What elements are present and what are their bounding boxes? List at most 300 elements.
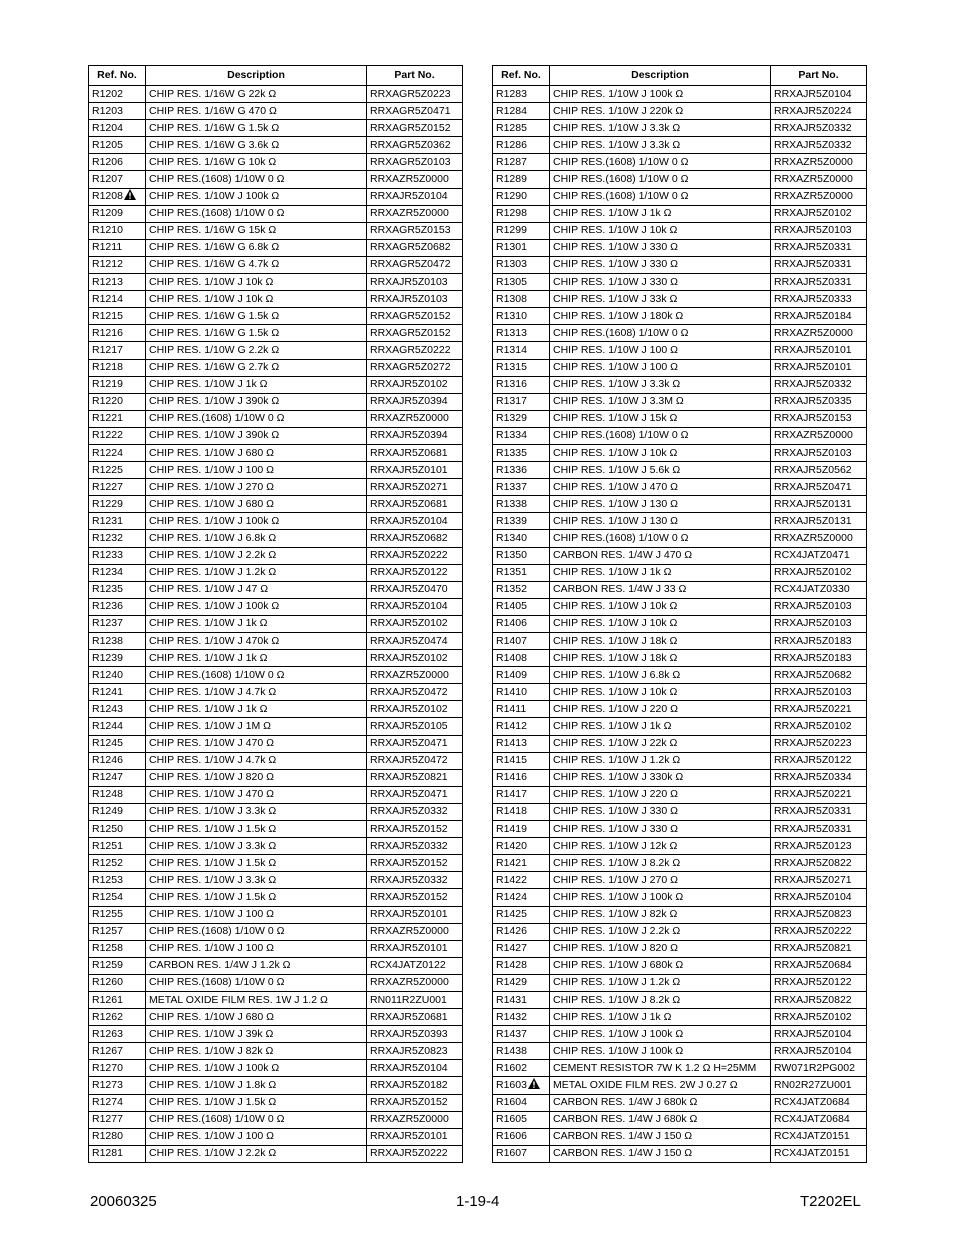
part-no-cell: RRXAGR5Z0152 <box>367 325 463 342</box>
table-row <box>89 154 463 171</box>
part-no-cell: RRXAJR5Z0471 <box>367 786 463 803</box>
ref-no: R1277 <box>92 1113 123 1126</box>
ref-no: R1316 <box>496 378 527 391</box>
description-cell: CHIP RES. 1/10W J 1k Ω <box>550 718 771 735</box>
ref-no: R1287 <box>496 155 527 168</box>
ref-no-cell <box>493 120 550 137</box>
ref-no-cell <box>493 1077 550 1094</box>
ref-no-cell <box>493 718 550 735</box>
ref-no-cell <box>493 513 550 530</box>
description-cell: CHIP RES. 1/10W J 10k Ω <box>550 222 771 239</box>
table-row <box>89 308 463 325</box>
table-row <box>493 786 867 803</box>
ref-no-cell <box>493 974 550 991</box>
table-row <box>493 444 867 461</box>
table-row <box>89 633 463 650</box>
table-row <box>89 444 463 461</box>
table-row <box>89 496 463 513</box>
table-row <box>89 1111 463 1128</box>
table-row <box>89 103 463 120</box>
ref-no-cell <box>89 547 146 564</box>
description-cell: CHIP RES. 1/10W J 330 Ω <box>550 803 771 820</box>
description-cell: CHIP RES. 1/10W J 390k Ω <box>146 427 367 444</box>
ref-no-cell <box>493 1111 550 1128</box>
part-no-cell: RRXAJR5Z0331 <box>771 239 867 256</box>
table-row <box>89 855 463 872</box>
description-cell: CHIP RES. 1/16W G 2.7k Ω <box>146 359 367 376</box>
description-cell: CHIP RES.(1608) 1/10W 0 Ω <box>550 154 771 171</box>
ref-no-cell <box>493 598 550 615</box>
part-no-cell: RCX4JATZ0684 <box>771 1094 867 1111</box>
table-row <box>89 923 463 940</box>
description-cell: CHIP RES. 1/10W J 100k Ω <box>550 1043 771 1060</box>
description-cell: CHIP RES. 1/10W J 82k Ω <box>550 906 771 923</box>
table-row <box>89 1009 463 1026</box>
table-row <box>493 547 867 564</box>
ref-no-cell <box>89 291 146 308</box>
description-cell: CHIP RES. 1/16W G 10k Ω <box>146 154 367 171</box>
ref-no-cell <box>493 991 550 1008</box>
table-row <box>493 615 867 632</box>
description-cell: CHIP RES. 1/10W J 820 Ω <box>550 940 771 957</box>
description-cell: CHIP RES. 1/10W J 2.2k Ω <box>146 547 367 564</box>
description-cell: CHIP RES. 1/10W J 270 Ω <box>146 479 367 496</box>
description-cell: CHIP RES. 1/10W J 1k Ω <box>550 1009 771 1026</box>
part-no-cell: RRXAGR5Z0152 <box>367 308 463 325</box>
table-row <box>89 427 463 444</box>
ref-no-cell <box>493 239 550 256</box>
part-no-cell: RRXAJR5Z0122 <box>771 974 867 991</box>
description-cell: CHIP RES.(1608) 1/10W 0 Ω <box>146 974 367 991</box>
table-row <box>493 86 867 103</box>
part-no-cell: RRXAZR5Z0000 <box>367 171 463 188</box>
ref-no-cell <box>493 410 550 427</box>
part-no-cell: RRXAJR5Z0104 <box>367 1060 463 1077</box>
ref-no-cell <box>89 1094 146 1111</box>
ref-no-cell <box>89 1145 146 1162</box>
description-cell: CHIP RES. 1/10W J 470 Ω <box>146 735 367 752</box>
ref-no-cell <box>493 308 550 325</box>
table-row <box>89 222 463 239</box>
ref-no-cell <box>89 462 146 479</box>
part-no-cell: RRXAGR5Z0153 <box>367 222 463 239</box>
description-cell: CHIP RES. 1/10W J 1.5k Ω <box>146 889 367 906</box>
table-row <box>493 462 867 479</box>
part-no-cell: RRXAGR5Z0682 <box>367 239 463 256</box>
part-no-cell: RRXAGR5Z0472 <box>367 256 463 273</box>
part-no-cell: RRXAJR5Z0271 <box>771 872 867 889</box>
description-cell: CHIP RES. 1/16W G 1.5k Ω <box>146 325 367 342</box>
ref-no-cell <box>493 701 550 718</box>
ref-no-cell <box>89 393 146 410</box>
ref-no-cell <box>89 479 146 496</box>
description-cell: CHIP RES. 1/10W J 1.2k Ω <box>550 974 771 991</box>
part-no-cell: RRXAJR5Z0221 <box>771 701 867 718</box>
ref-no: R1244 <box>92 720 123 733</box>
description-cell: CHIP RES. 1/10W J 680k Ω <box>550 957 771 974</box>
ref-no: R1410 <box>496 685 527 698</box>
description-cell: CHIP RES. 1/10W J 680 Ω <box>146 444 367 461</box>
part-no-cell: RRXAJR5Z0104 <box>771 1026 867 1043</box>
table-row <box>493 171 867 188</box>
part-no-cell: RCX4JATZ0151 <box>771 1145 867 1162</box>
table-row <box>493 974 867 991</box>
table-header-row <box>493 66 867 86</box>
ref-no: R1224 <box>92 446 123 459</box>
description-cell: CHIP RES. 1/10W J 18k Ω <box>550 650 771 667</box>
description-cell: CHIP RES.(1608) 1/10W 0 Ω <box>146 923 367 940</box>
ref-no-cell <box>89 598 146 615</box>
part-no-cell: RRXAJR5Z0182 <box>367 1077 463 1094</box>
ref-no: R1416 <box>496 771 527 784</box>
part-no-cell: RRXAJR5Z0332 <box>367 872 463 889</box>
description-cell: CHIP RES. 1/10W J 100k Ω <box>550 1026 771 1043</box>
table-row <box>493 496 867 513</box>
description-cell: CHIP RES. 1/10W J 1k Ω <box>146 615 367 632</box>
ref-no-cell <box>89 957 146 974</box>
table-row <box>493 530 867 547</box>
table-row <box>89 650 463 667</box>
table-row <box>493 889 867 906</box>
part-no-cell: RRXAJR5Z0122 <box>771 752 867 769</box>
table-row <box>493 684 867 701</box>
part-no-cell: RRXAJR5Z0103 <box>771 598 867 615</box>
ref-no-cell <box>493 222 550 239</box>
ref-no-cell <box>493 205 550 222</box>
ref-no-cell <box>89 239 146 256</box>
description-cell: CHIP RES. 1/10W J 10k Ω <box>550 598 771 615</box>
ref-no: R1262 <box>92 1010 123 1023</box>
table-row <box>89 479 463 496</box>
table-row <box>493 103 867 120</box>
part-no-cell: RRXAJR5Z0183 <box>771 650 867 667</box>
description-cell: CHIP RES. 1/10W J 1k Ω <box>146 650 367 667</box>
table-row <box>493 701 867 718</box>
description-cell: CHIP RES. 1/10W J 33k Ω <box>550 291 771 308</box>
part-no-cell: RRXAJR5Z0222 <box>367 1145 463 1162</box>
table-row <box>493 633 867 650</box>
table-row <box>89 205 463 222</box>
description-cell: CHIP RES. 1/10W J 1k Ω <box>146 376 367 393</box>
ref-no-cell <box>493 1043 550 1060</box>
description-cell: CHIP RES. 1/10W J 100k Ω <box>146 188 367 205</box>
ref-no-cell <box>89 803 146 820</box>
part-no-cell: RRXAJR5Z0331 <box>771 274 867 291</box>
description-cell: CHIP RES. 1/10W J 1.5k Ω <box>146 1094 367 1111</box>
description-cell: CHIP RES. 1/10W J 8.2k Ω <box>550 855 771 872</box>
table-row <box>89 889 463 906</box>
ref-no: R1351 <box>496 566 527 579</box>
ref-no-cell <box>493 103 550 120</box>
ref-no-cell <box>493 923 550 940</box>
description-cell: CHIP RES. 1/10W J 3.3k Ω <box>550 120 771 137</box>
description-cell: CHIP RES.(1608) 1/10W 0 Ω <box>146 1111 367 1128</box>
ref-no-cell <box>89 120 146 137</box>
part-no-cell: RRXAJR5Z0131 <box>771 513 867 530</box>
ref-no: R1206 <box>92 155 123 168</box>
description-cell: CHIP RES. 1/10W J 220k Ω <box>550 103 771 120</box>
description-cell: CHIP RES. 1/16W G 3.6k Ω <box>146 137 367 154</box>
part-no-cell: RRXAJR5Z0101 <box>367 940 463 957</box>
table-row <box>493 137 867 154</box>
description-cell: CHIP RES. 1/10W J 100k Ω <box>550 86 771 103</box>
table-row <box>493 205 867 222</box>
ref-no-cell <box>89 222 146 239</box>
part-no-cell: RRXAGR5Z0222 <box>367 342 463 359</box>
ref-no: R1232 <box>92 531 123 544</box>
ref-no: R1405 <box>496 600 527 613</box>
ref-no-cell <box>89 821 146 838</box>
ref-no: R1270 <box>92 1061 123 1074</box>
ref-no: R1205 <box>92 138 123 151</box>
description-cell: CHIP RES. 1/10W J 82k Ω <box>146 1043 367 1060</box>
ref-no: R1289 <box>496 173 527 186</box>
ref-no-cell <box>493 154 550 171</box>
description-cell: CHIP RES.(1608) 1/10W 0 Ω <box>550 427 771 444</box>
ref-no: R1220 <box>92 395 123 408</box>
part-no-cell: RRXAJR5Z0331 <box>771 256 867 273</box>
description-cell: CHIP RES. 1/10W J 39k Ω <box>146 1026 367 1043</box>
part-no-cell: RRXAJR5Z0823 <box>367 1043 463 1060</box>
part-no-cell: RRXAJR5Z0332 <box>367 803 463 820</box>
ref-no: R1243 <box>92 702 123 715</box>
ref-no: R1207 <box>92 173 123 186</box>
ref-no: R1263 <box>92 1027 123 1040</box>
ref-no-cell <box>493 444 550 461</box>
description-cell: CHIP RES. 1/10W J 470 Ω <box>550 479 771 496</box>
part-no-cell: RW071R2PG002 <box>771 1060 867 1077</box>
table-row <box>89 769 463 786</box>
ref-no-cell <box>89 906 146 923</box>
ref-no-cell <box>89 1043 146 1060</box>
ref-no: R1305 <box>496 275 527 288</box>
part-no-cell: RCX4JATZ0151 <box>771 1128 867 1145</box>
ref-no-cell <box>493 1128 550 1145</box>
description-cell: CHIP RES. 1/10W J 680 Ω <box>146 496 367 513</box>
table-row <box>89 872 463 889</box>
table-row <box>493 1009 867 1026</box>
ref-no: R1221 <box>92 412 123 425</box>
description-cell: CHIP RES. 1/10W J 2.2k Ω <box>146 1145 367 1162</box>
ref-no: R1437 <box>496 1027 527 1040</box>
ref-no-cell <box>89 376 146 393</box>
part-no-cell: RRXAGR5Z0272 <box>367 359 463 376</box>
table-row <box>493 923 867 940</box>
part-no-cell: RCX4JATZ0330 <box>771 581 867 598</box>
ref-no: R1411 <box>496 702 527 715</box>
part-no-cell: RRXAZR5Z0000 <box>771 154 867 171</box>
description-cell: CHIP RES. 1/10W J 10k Ω <box>550 444 771 461</box>
ref-no: R1431 <box>496 993 527 1006</box>
table-row <box>493 1026 867 1043</box>
parts-table-right <box>492 65 867 1163</box>
ref-no-cell <box>493 889 550 906</box>
ref-no: R1407 <box>496 634 527 647</box>
description-cell: CHIP RES. 1/16W G 15k Ω <box>146 222 367 239</box>
description-cell: CHIP RES. 1/10W J 1.5k Ω <box>146 855 367 872</box>
description-cell: CHIP RES. 1/10W J 470k Ω <box>146 633 367 650</box>
table-row <box>89 718 463 735</box>
description-cell: CHIP RES.(1608) 1/10W 0 Ω <box>550 530 771 547</box>
table-row <box>89 838 463 855</box>
part-no-cell: RRXAJR5Z0102 <box>771 1009 867 1026</box>
part-no-cell: RRXAZR5Z0000 <box>367 974 463 991</box>
ref-no: R1418 <box>496 805 527 818</box>
table-row <box>493 1111 867 1128</box>
ref-no: R1337 <box>496 480 527 493</box>
part-no-cell: RRXAJR5Z0102 <box>771 205 867 222</box>
part-no-cell: RRXAJR5Z0394 <box>367 427 463 444</box>
part-no-cell: RRXAJR5Z0334 <box>771 769 867 786</box>
header-ref-no: Ref. No. <box>493 66 550 86</box>
description-cell: CHIP RES.(1608) 1/10W 0 Ω <box>146 205 367 222</box>
description-cell: CHIP RES. 1/10W J 330 Ω <box>550 821 771 838</box>
ref-no-cell <box>89 1111 146 1128</box>
description-cell: CHIP RES. 1/10W J 10k Ω <box>146 274 367 291</box>
ref-no: R1298 <box>496 207 527 220</box>
description-cell: CHIP RES. 1/10W J 47 Ω <box>146 581 367 598</box>
ref-no-cell <box>89 154 146 171</box>
ref-no: R1314 <box>496 343 527 356</box>
ref-no-cell <box>493 735 550 752</box>
ref-no-cell <box>493 564 550 581</box>
ref-no: R1419 <box>496 822 527 835</box>
ref-no-cell <box>493 769 550 786</box>
ref-no-cell <box>493 650 550 667</box>
ref-no: R1203 <box>92 104 123 117</box>
table-row <box>89 684 463 701</box>
ref-no: R1335 <box>496 446 527 459</box>
description-cell: CHIP RES.(1608) 1/10W 0 Ω <box>550 171 771 188</box>
description-cell: CHIP RES. 1/10W J 10k Ω <box>550 615 771 632</box>
table-row <box>493 274 867 291</box>
table-row <box>493 342 867 359</box>
ref-no-cell <box>89 923 146 940</box>
description-cell: CHIP RES. 1/10W J 3.3k Ω <box>146 838 367 855</box>
ref-no-cell <box>89 256 146 273</box>
description-cell: CHIP RES. 1/10W J 180k Ω <box>550 308 771 325</box>
part-no-cell: RRXAJR5Z0331 <box>771 803 867 820</box>
ref-no-cell <box>493 872 550 889</box>
ref-no: R1421 <box>496 856 527 869</box>
ref-no: R1426 <box>496 925 527 938</box>
ref-no: R1261 <box>92 993 123 1006</box>
part-no-cell: RRXAJR5Z0152 <box>367 855 463 872</box>
part-no-cell: RRXAJR5Z0332 <box>771 137 867 154</box>
description-cell: CHIP RES. 1/10W J 1k Ω <box>550 564 771 581</box>
ref-no: R1208 <box>92 190 123 203</box>
ref-no-cell <box>493 86 550 103</box>
ref-no-cell <box>89 444 146 461</box>
table-row <box>493 581 867 598</box>
table-row <box>89 667 463 684</box>
table-row <box>89 957 463 974</box>
parts-table-left <box>88 65 463 1163</box>
safety-warning-icon <box>124 189 136 204</box>
description-cell: CHIP RES. 1/10W J 1k Ω <box>550 205 771 222</box>
ref-no-cell <box>89 513 146 530</box>
description-cell: CHIP RES.(1608) 1/10W 0 Ω <box>146 171 367 188</box>
part-no-cell: RRXAJR5Z0682 <box>771 667 867 684</box>
table-row <box>89 1094 463 1111</box>
description-cell: CHIP RES. 1/10W J 100k Ω <box>146 598 367 615</box>
description-cell: CHIP RES. 1/10W J 220 Ω <box>550 701 771 718</box>
table-row <box>493 752 867 769</box>
table-row <box>89 462 463 479</box>
part-no-cell: RRXAJR5Z0104 <box>771 86 867 103</box>
part-no-cell: RRXAZR5Z0000 <box>771 188 867 205</box>
ref-no-cell <box>493 752 550 769</box>
table-row <box>89 291 463 308</box>
description-cell: CHIP RES. 1/10W J 330k Ω <box>550 769 771 786</box>
ref-no-cell <box>493 359 550 376</box>
ref-no-cell <box>493 615 550 632</box>
table-row <box>493 1145 867 1162</box>
ref-no-cell <box>493 940 550 957</box>
table-row <box>493 1128 867 1145</box>
table-row <box>89 735 463 752</box>
description-cell: CHIP RES. 1/10W J 1M Ω <box>146 718 367 735</box>
part-no-cell: RRXAGR5Z0103 <box>367 154 463 171</box>
ref-no-cell <box>89 855 146 872</box>
table-row <box>493 838 867 855</box>
table-row <box>493 222 867 239</box>
ref-no-cell <box>89 325 146 342</box>
description-cell: CHIP RES. 1/10W J 130 Ω <box>550 513 771 530</box>
ref-no-cell <box>89 735 146 752</box>
ref-no-cell <box>89 308 146 325</box>
ref-no-cell <box>89 1009 146 1026</box>
ref-no: R1413 <box>496 737 527 750</box>
table-row <box>89 393 463 410</box>
description-cell: METAL OXIDE FILM RES. 2W J 0.27 Ω <box>550 1077 771 1094</box>
table-row <box>89 1145 463 1162</box>
table-row <box>493 650 867 667</box>
table-row <box>89 821 463 838</box>
part-no-cell: RRXAJR5Z0105 <box>367 718 463 735</box>
table-row <box>89 701 463 718</box>
description-cell: CHIP RES. 1/10W J 2.2k Ω <box>550 923 771 940</box>
description-cell: CARBON RES. 1/4W J 33 Ω <box>550 581 771 598</box>
description-cell: CHIP RES. 1/10W J 12k Ω <box>550 838 771 855</box>
description-cell: CHIP RES. 1/10W J 3.3k Ω <box>550 137 771 154</box>
part-no-cell: RRXAJR5Z0103 <box>771 615 867 632</box>
description-cell: CHIP RES. 1/16W G 1.5k Ω <box>146 120 367 137</box>
description-cell: CHIP RES. 1/10W J 100 Ω <box>146 906 367 923</box>
description-cell: CHIP RES. 1/10W J 100 Ω <box>550 342 771 359</box>
ref-no-cell <box>89 769 146 786</box>
ref-no-cell <box>89 974 146 991</box>
description-cell: CHIP RES. 1/10W J 330 Ω <box>550 256 771 273</box>
ref-no: R1240 <box>92 668 123 681</box>
ref-no: R1250 <box>92 822 123 835</box>
ref-no-cell <box>493 684 550 701</box>
table-row <box>493 872 867 889</box>
ref-no: R1284 <box>496 104 527 117</box>
ref-no-cell <box>493 291 550 308</box>
ref-no-cell <box>493 342 550 359</box>
ref-no: R1245 <box>92 737 123 750</box>
ref-no: R1313 <box>496 326 527 339</box>
description-cell: CHIP RES. 1/16W G 470 Ω <box>146 103 367 120</box>
description-cell: CHIP RES. 1/10W J 820 Ω <box>146 769 367 786</box>
table-row <box>493 718 867 735</box>
table-row <box>493 1043 867 1060</box>
table-row <box>89 615 463 632</box>
ref-no-cell <box>89 615 146 632</box>
description-cell: CHIP RES. 1/10W J 100k Ω <box>146 1060 367 1077</box>
ref-no-cell <box>493 1145 550 1162</box>
